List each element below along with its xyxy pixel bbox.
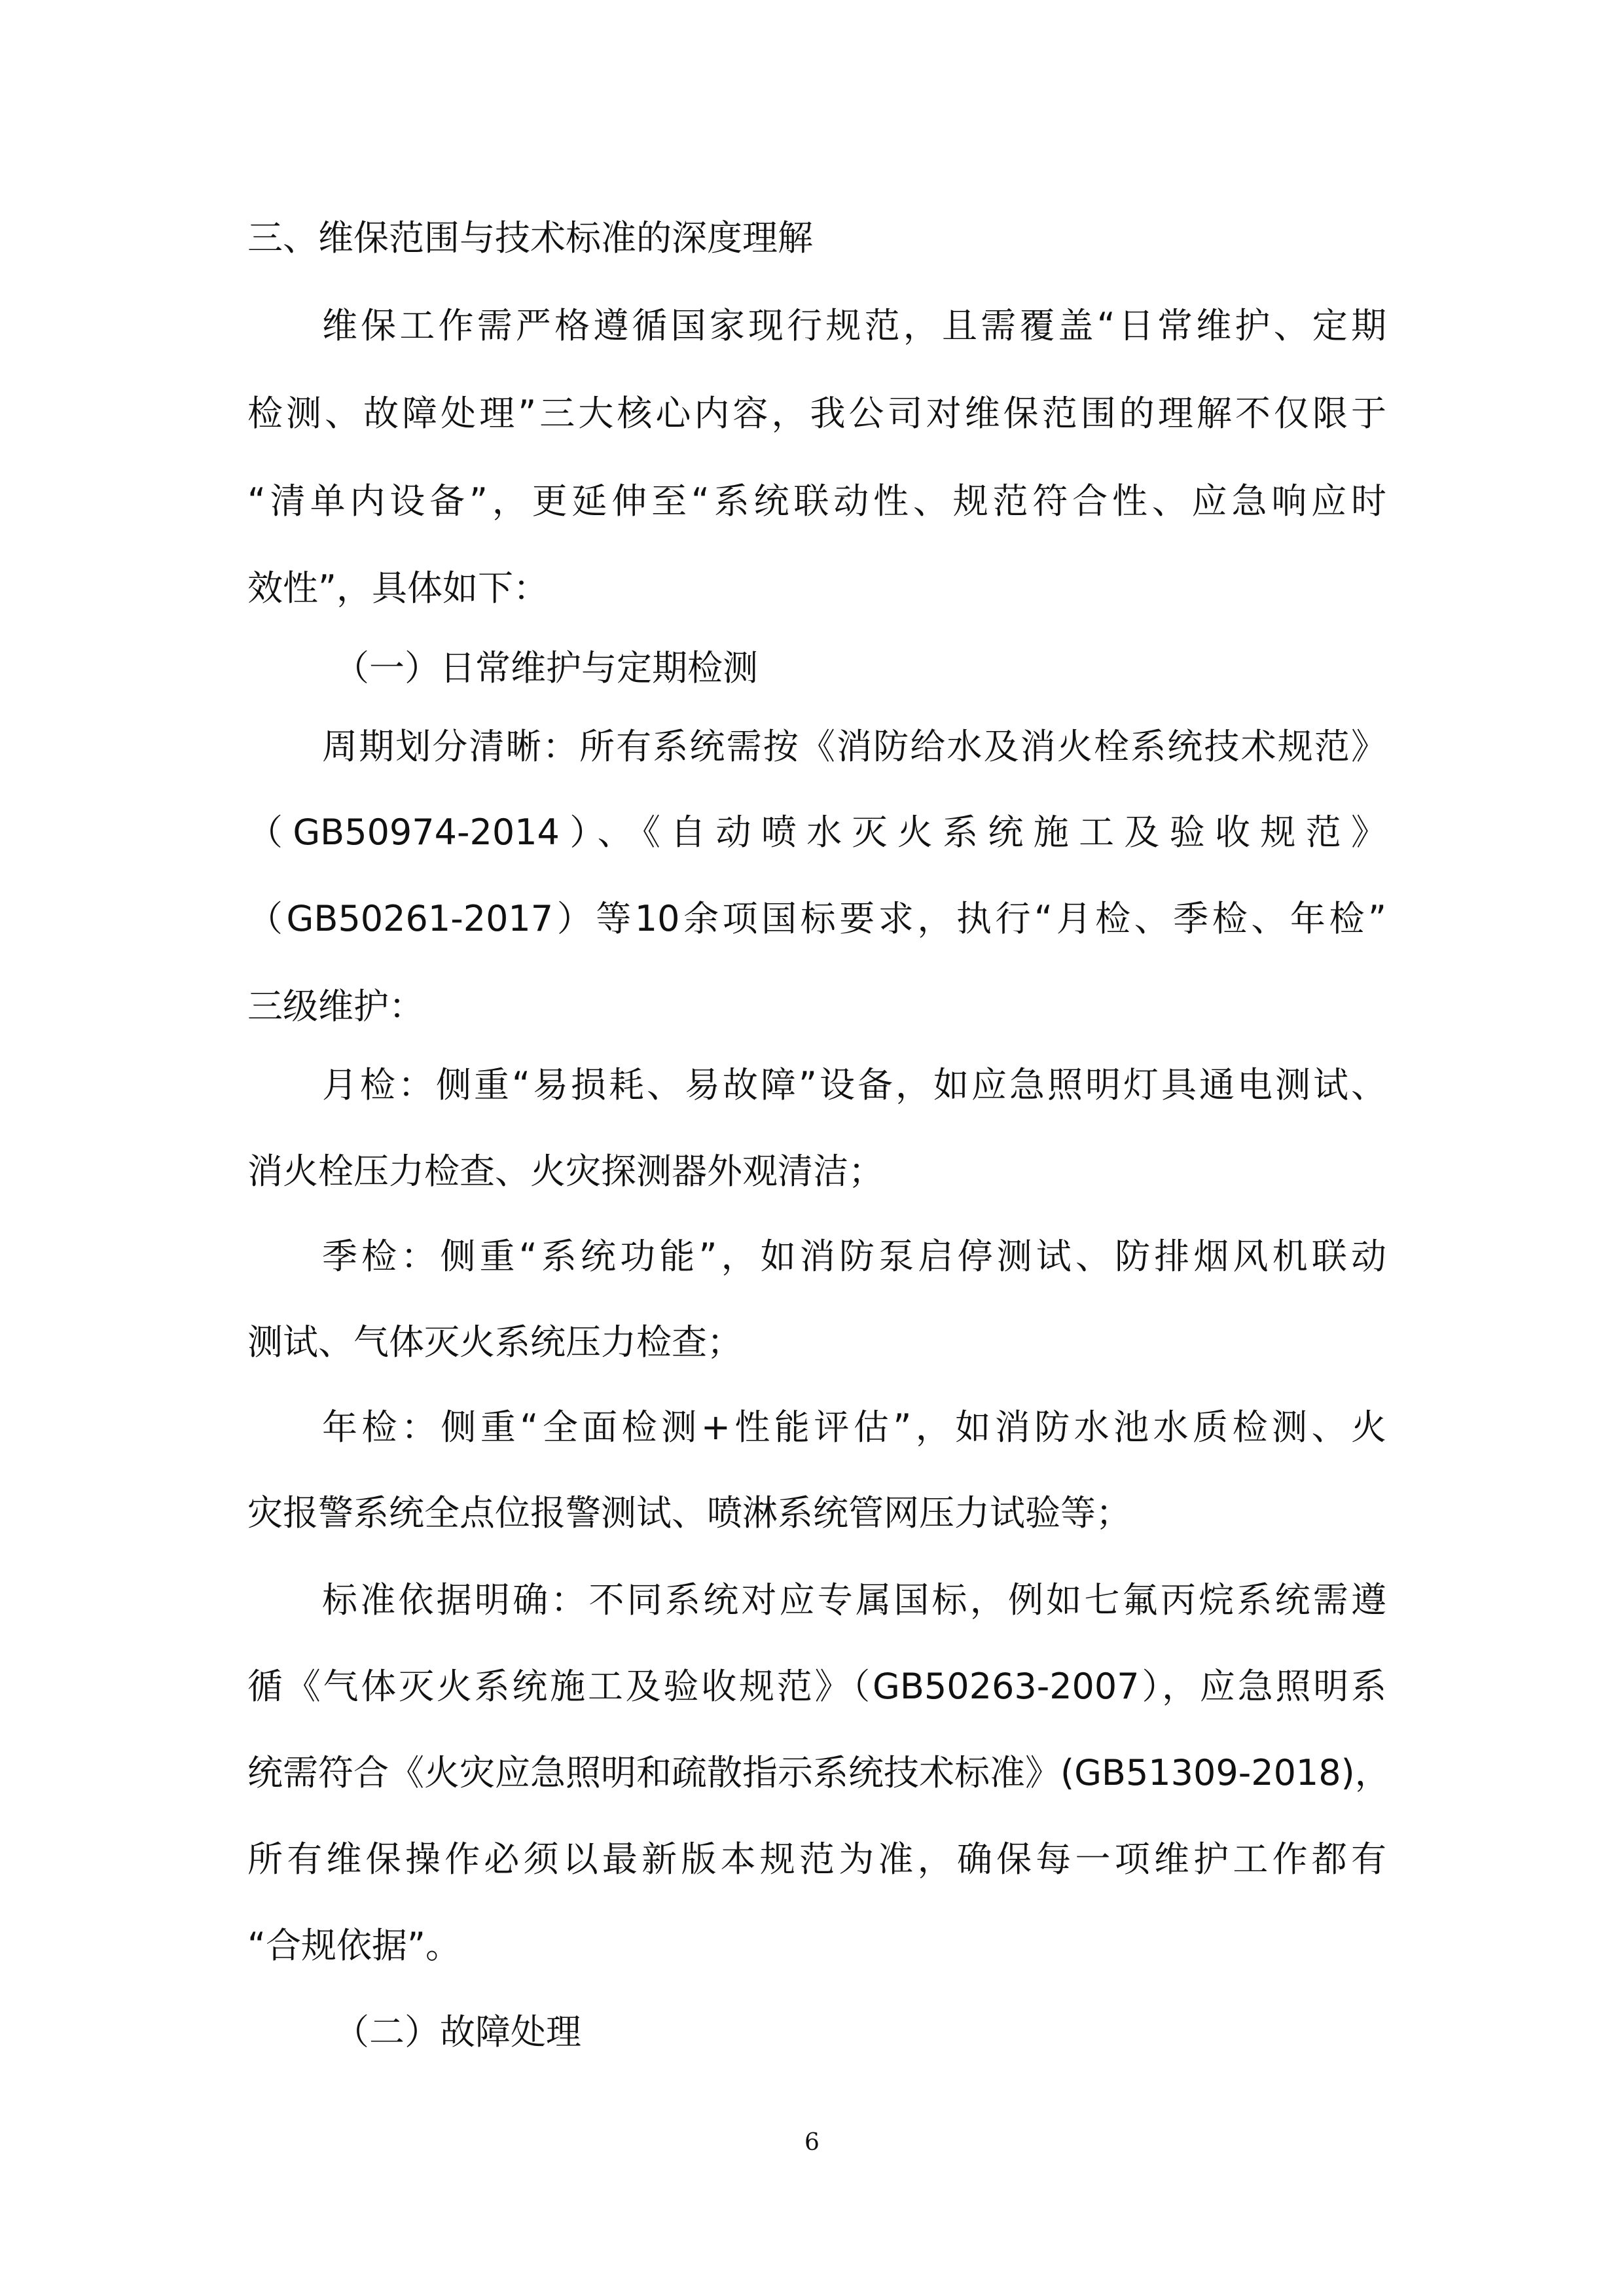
standards-paragraph-line-3: 统需符合《火灾应急照明和疏散指示系统技术标准》(GB51309-2018)， bbox=[247, 1752, 1390, 1793]
intro-paragraph-line-4: 效性”，具体如下： bbox=[247, 567, 549, 609]
annual-check-line-2: 灾报警系统全点位报警测试、喷淋系统管网压力试验等； bbox=[247, 1492, 1131, 1534]
monthly-check-line-2: 消火栓压力检查、火灾探测器外观清洁； bbox=[247, 1151, 884, 1192]
cycle-paragraph-line-1: 周期划分清晰：所有系统需按《消防给水及消火栓系统技术规范》 bbox=[322, 726, 1386, 767]
standards-paragraph-line-1: 标准依据明确：不同系统对应专属国标，例如七氟丙烷系统需遵 bbox=[322, 1579, 1386, 1621]
intro-paragraph-line-1: 维保工作需严格遵循国家现行规范，且需覆盖“日常维护、定期 bbox=[322, 305, 1386, 346]
standards-paragraph-line-2: 循《气体灭火系统施工及验收规范》（GB50263-2007），应急照明系 bbox=[247, 1666, 1386, 1707]
page-number: 6 bbox=[804, 2129, 820, 2156]
quarterly-check-line-2: 测试、气体灭火系统压力检查； bbox=[247, 1321, 742, 1363]
monthly-check-line-1: 月检：侧重“易损耗、易故障”设备，如应急照明灯具通电测试、 bbox=[322, 1064, 1386, 1105]
standards-paragraph-line-4: 所有维保操作必须以最新版本规范为准，确保每一项维护工作都有 bbox=[247, 1839, 1386, 1880]
intro-paragraph-line-3: “清单内设备”，更延伸至“系统联动性、规范符合性、应急响应时 bbox=[247, 480, 1386, 522]
cycle-paragraph-line-2: （GB50974-2014）、《自动喷水灭火系统施工及验收规范》 bbox=[247, 812, 1386, 853]
standards-paragraph-line-5: “合规依据”。 bbox=[247, 1925, 461, 1966]
quarterly-check-line-1: 季检：侧重“系统功能”，如消防泵启停测试、防排烟风机联动 bbox=[322, 1236, 1386, 1277]
annual-check-line-1: 年检：侧重“全面检测+性能评估”，如消防水池水质检测、火 bbox=[322, 1407, 1386, 1448]
cycle-paragraph-line-3: （GB50261-2017）等10余项国标要求，执行“月检、季检、年检” bbox=[247, 898, 1386, 939]
section-heading: 三、维保范围与技术标准的深度理解 bbox=[247, 217, 813, 259]
cycle-paragraph-line-4: 三级维护： bbox=[247, 986, 424, 1027]
subsection-1-heading: （一）日常维护与定期检测 bbox=[334, 647, 758, 689]
subsection-2-heading: （二）故障处理 bbox=[334, 2011, 581, 2053]
intro-paragraph-line-2: 检测、故障处理”三大核心内容，我公司对维保范围的理解不仅限于 bbox=[247, 393, 1386, 434]
